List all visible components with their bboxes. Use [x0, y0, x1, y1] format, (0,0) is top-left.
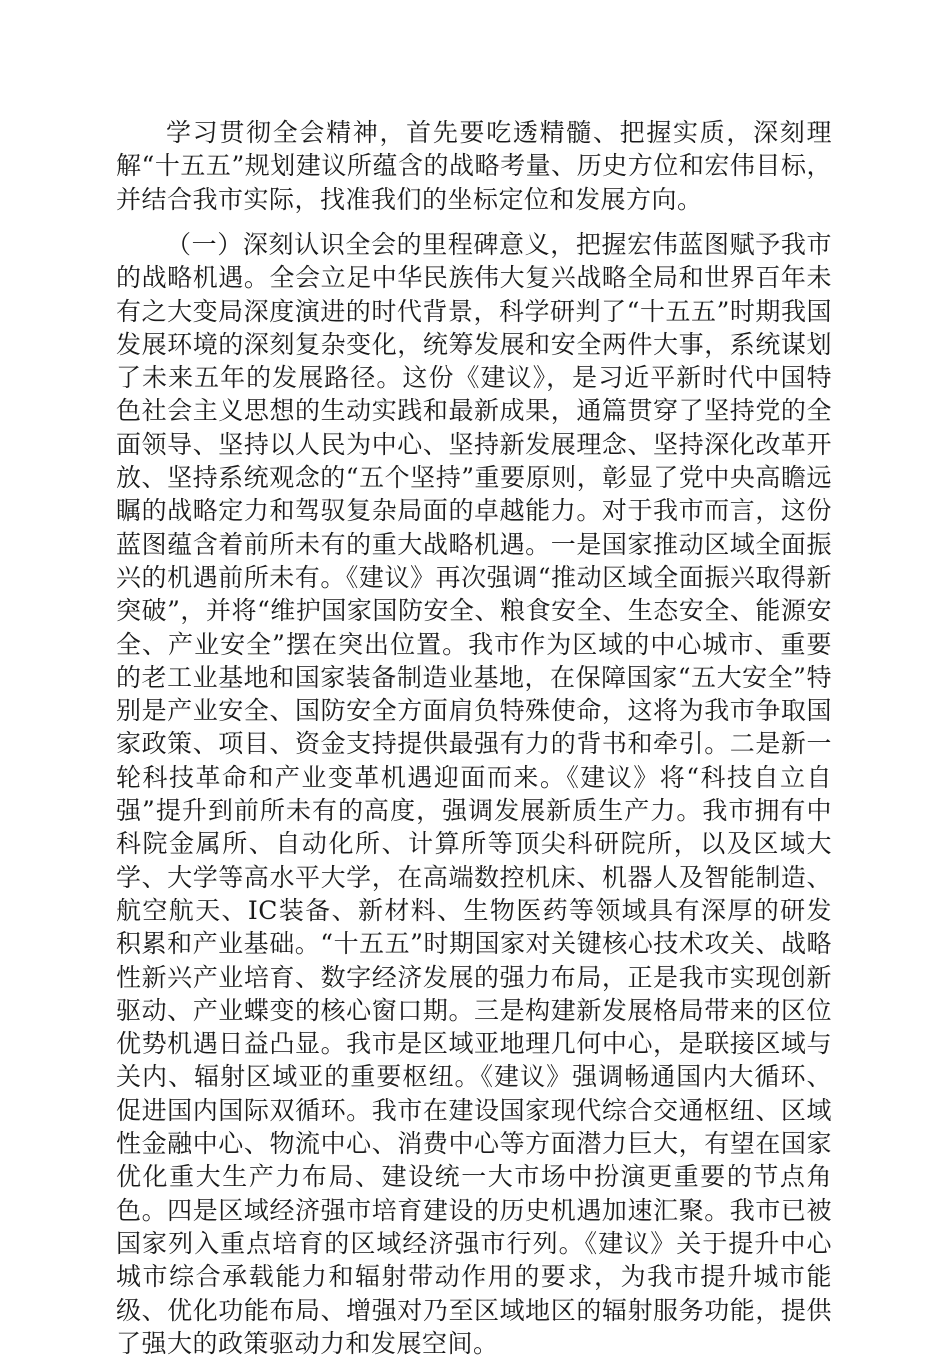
- paragraph-text: （一）深刻认识全会的里程碑意义，把握宏伟蓝图赋予我市的战略机遇。全会立足中华民族伟大复兴战略全局和世界百年未有之大变局深度演进的时代背景，科学研判了“十五五”时期我国发展环境的深刻复杂变化，统筹发展和安全两件大事，系统谋划了未来五年的发展路径。这份《建议》，是习近平新时代中国特色社会主义思想的生动实践和最新成果，通篇贯穿了坚持党的全面领导、坚持以人民为中心、坚持新发展理念、坚持深化改革开放、坚持系统观念的“五个坚持”重要原则，彰显了党中央高瞻远瞩的战略定力和驾驭复杂局面的卓越能力。对于我市而言，这份蓝图蕴含着前所未有的重大战略机遇。一是国家推动区域全面振兴的机遇前所未有。《建议》再次强调“推动区域全面振兴取得新突破”，并将“维护国家国防安全、粮食安全、生态安全、能源安全、产业安全”摆在突出位置。我市作为区域的中心城市、重要的老工业基地和国家装备制造业基地，在保障国家“五大安全”特别是产业安全、国防安全方面肩负特殊使命，这将为我市争取国家政策、项目、资金支持提供最强有力的背书和牵引。二是新一轮科技革命和产业变革机遇迎面而来。《建议》将“科技自立自强”提升到前所未有的高度，强调发展新质生产力。我市拥有中科院金属所、自动化所、计算所等顶尖科研院所，以及区域大学、大学等高水平大学，在高端数控机床、机器人及智能制造、航空航天、IC装备、新材料、生物医药等领域具有深厚的研发积累和产业基础。“十五五”时期国家对关键核心技术攻关、战略性新兴产业培育、数字经济发展的强力布局，正是我市实现创新驱动、产业蝶变的核心窗口期。三是构建新发展格局带来的区位优势机遇日益凸显。我市是区域亚地理几何中心，是联接区域与关内、辐射区域亚的重要枢纽。《建议》强调畅通国内大循环、促进国内国际双循环。我市在建设国家现代综合交通枢纽、区域性金融中心、物流中心、消费中心等方面潜力巨大，有望在国家优化重大生产力布局、建设统一大市场中扮演更重要的节点角色。四是区域经济强市培育建设的历史机遇加速汇聚。我市已被国家列入重点培育的区域经济强市行列。《建议》关于提升中心城市综合承载能力和辐射带动作用的要求，为我市提升城市能级、优化功能布局、增强对乃至区域地区的辐射服务功能，提供了强大的政策驱动力和发展空间。: [116, 230, 832, 1358]
- paragraph-text: 学习贯彻全会精神，首先要吃透精髓、把握实质，深刻理解“十五五”规划建议所蕴含的战略考量、历史方位和宏伟目标，并结合我市实际，找准我们的坐标定位和发展方向。: [116, 118, 832, 214]
- paragraph-section-one: [116, 228, 832, 1360]
- paragraph-intro: [116, 116, 832, 216]
